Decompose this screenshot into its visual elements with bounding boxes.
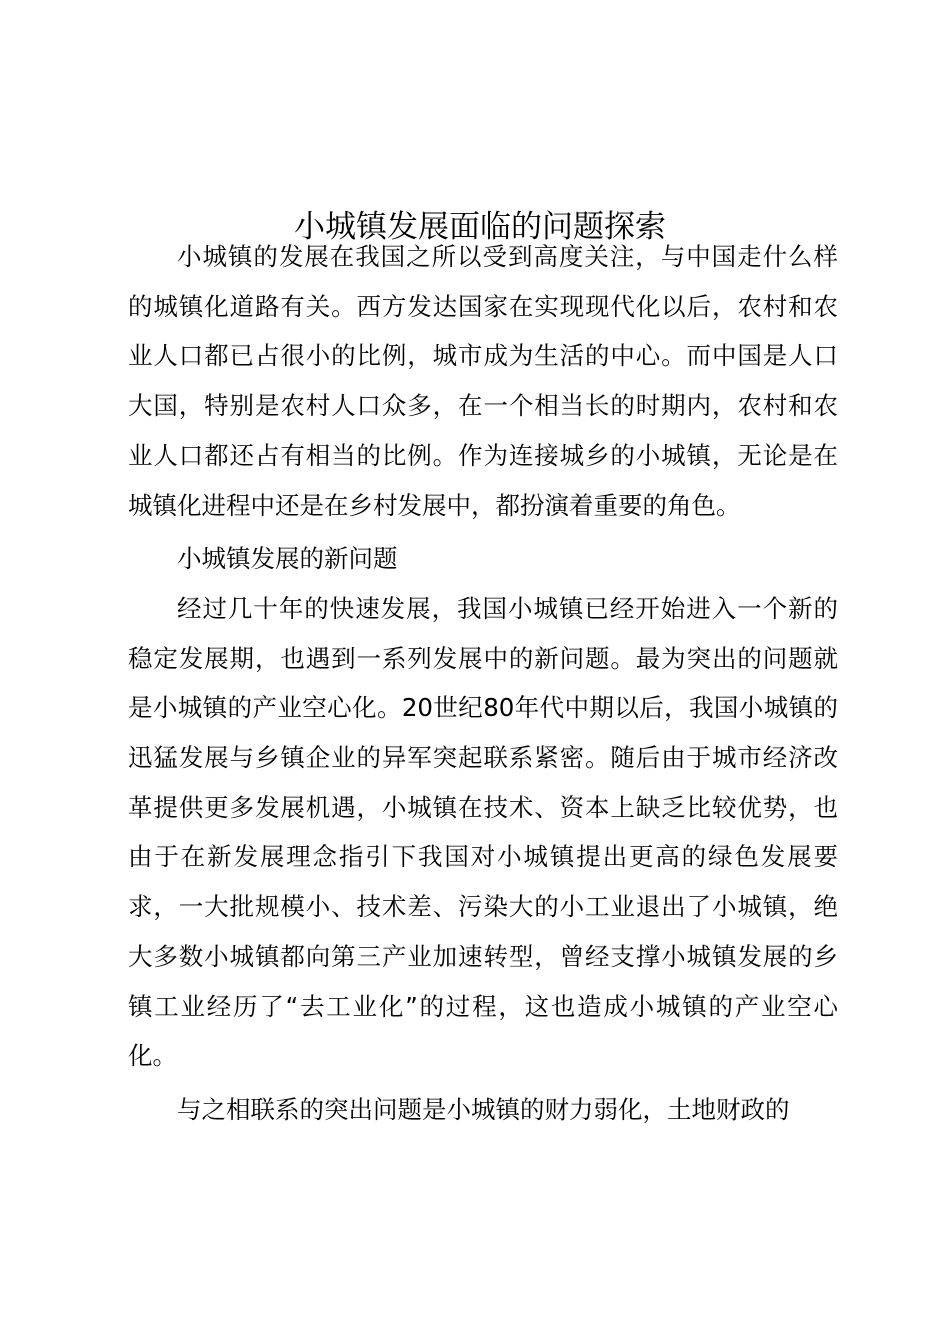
paragraph-intro: 小城镇的发展在我国之所以受到高度关注，与中国走什么样的城镇化道路有关。西方发达国家在实现现代化以后，农村和农业人口都已占很小的比例，城市成为生活的中心。而中国是人口大国，特别是农村人口众多，在一个相当长的时期内，农村和农业人口都还占有相当的比例。作为连接城乡的小城镇，无论是在城镇化进程中还是在乡村发展中，都扮演着重要的角色。 xyxy=(128,242,838,520)
section-heading: 小城镇发展的新问题 xyxy=(177,544,398,574)
document-title: 小城镇发展面临的问题探索 xyxy=(294,208,666,245)
paragraph-new-problems: 经过几十年的快速发展，我国小城镇已经开始进入一个新的稳定发展期，也遇到一系列发展中的新问题。最为突出的问题就是小城镇的产业空心化。20世纪80年代中期以后，我国小城镇的迅猛发展与乡镇企业的异军突起联系紧密。随后由于城市经济改革提供更多发展机遇，小城镇在技术、资本上缺乏比较优势，也由于在新发展理念指引下我国对小城镇提出更高的绿色发展要求，一大批规模小、技术差、污染大的小工业退出了小城镇，绝大多数小城镇都向第三产业加速转型，曾经支撑小城镇发展的乡镇工业经历了“去工业化”的过程，这也造成小城镇的产业空心化。 xyxy=(128,593,838,1071)
document-body xyxy=(128,232,838,1135)
paragraph-fiscal: 与之相联系的突出问题是小城镇的财力弱化，土地财政的 xyxy=(177,1094,790,1124)
